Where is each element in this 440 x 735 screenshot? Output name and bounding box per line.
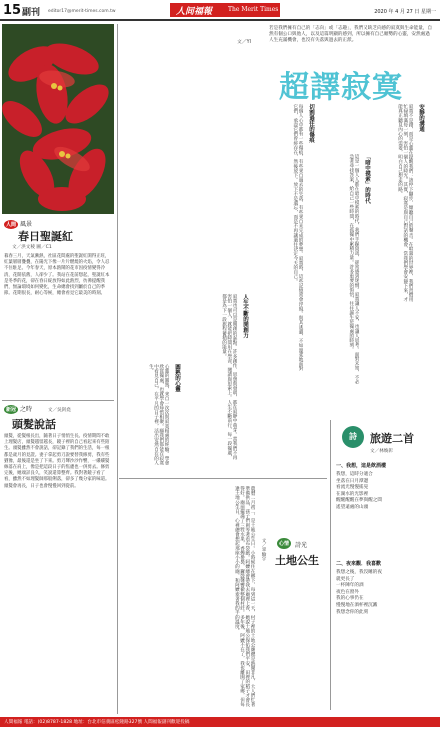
poem-part2-title: 二、夜來觀．我喜歡 xyxy=(336,561,382,567)
spring-title: 春日聖誕紅 xyxy=(18,230,73,243)
poem-line: 就更長了 xyxy=(336,576,355,582)
poem-line: 我想，這時分適合 xyxy=(336,472,373,477)
logo-cn: 人间福報 xyxy=(176,7,213,17)
masthead-rule xyxy=(0,19,440,21)
poem-line: 慢慢地在酒杯裡沉澱 xyxy=(336,602,378,608)
poem-line: 我的心事仍在 xyxy=(336,596,364,602)
shrine-top-rule xyxy=(119,478,327,479)
shrine-byline: 文／辜驗宇 xyxy=(261,538,266,561)
poem-part2 xyxy=(336,570,434,616)
paper-logo xyxy=(170,3,280,17)
poem-part1 xyxy=(336,472,434,512)
shrine-heading xyxy=(269,538,325,608)
poinsettia-photo xyxy=(2,24,114,214)
footer-bar xyxy=(0,717,440,727)
hair-tag-row xyxy=(4,404,71,414)
editor-email[interactable]: editor17@merit-times.com.tw xyxy=(48,9,116,14)
spring-story xyxy=(0,24,116,334)
poem-line: 遙望遠處的山頭 xyxy=(336,504,369,510)
sec1-body: 寂寞不是錯，而是心靈在提醒我們：該停下腳步，傾聽自己的聲音。在喧囂的世界裡，我們習慣用忙碌填滿每一刻，害怕一個人的時光。其實，寂寞是與自己對話的機會，當我們學會安靜下來，才能真正聽見內心的需要，明白自己想走的路。 xyxy=(397,104,413,302)
spring-byline: 文／洪文稜 圖／C1 xyxy=(12,245,52,250)
shrine-tag: 心情 xyxy=(277,538,291,549)
logo-en: The Merit Times xyxy=(228,6,279,13)
issue-date: 2020 年 4 月 27 日 星期一 xyxy=(374,9,436,15)
hair-tag-suffix: 之時 xyxy=(19,406,32,413)
hair-body: 頭髮，從髮根長出，隨著日子悄悄生長。疫情期間不敢上理髮店，頭髮越留越長，鏡子裡的自己看起來有些陌生。頭髮雖然不會說話，卻記錄了我們的生活，每一根都是歲月的見證。妻子拿起剪刀說要替我修剪，我有些猶豫，最後還是坐了下來。剪刀聲沙沙作響，一縷縷髮絲落在肩上，像是把這段日子的焦慮也一併剪去。修剪完後，她端詳良久，笑說還算整齊。我對著鏡子看了看，雖然不如理髮師那般俐落，卻多了幾分家的味道。頭髮會再長，日子也會慢慢回到從前。 xyxy=(4,434,110,489)
shrine-story xyxy=(119,478,327,712)
poem-line: 坐落在日月潭邊 xyxy=(336,478,369,484)
sec3-body: 每個人心中都有一些傷痕，有些來自過去的失落，有些來自未完成的夢想。寂寞時，這些記憶常會浮現。與其逃避，不如溫柔地面對它們，承認它們曾經存在，然後放下。放下不是遺忘，而是不再讓過往決定今天的自己。 xyxy=(292,104,303,371)
poem-section xyxy=(330,420,438,710)
sec3-title: 切割過往的傷痕 xyxy=(308,104,314,143)
shrine-tag-suffix: 詩光 xyxy=(295,542,308,549)
poem-line: 看流光慢慢搖晃 xyxy=(336,485,369,491)
sec2-title: 「暗中摸索」的時代 xyxy=(364,154,370,204)
hair-story xyxy=(0,400,116,710)
hair-byline: 文／吳釗堯 xyxy=(47,408,71,413)
poem-line: 我想念你的此刻 xyxy=(336,609,369,615)
masthead xyxy=(0,0,440,22)
hair-tag: 新冠 xyxy=(6,407,17,413)
sec5-title: 圓熟的心靈 xyxy=(174,364,180,392)
poem-line: 醒醒醒醒在夢與醒之間 xyxy=(336,498,382,504)
feature-title: 超譯寂寞 xyxy=(279,70,403,105)
hair-title: 頭髮說話 xyxy=(12,418,56,431)
poem-left-rule xyxy=(330,420,331,710)
sec5-body: 心靈的圓熟，來自一次次與寂寞相處的經驗。學會欣賞獨處，也就學會珍惜相聚。願我們都能在寂寞中看見自己，在平凡的日子裡，活出安然自在的人生。 xyxy=(148,364,169,466)
sec4-title: 人生不斷的開創力 xyxy=(242,294,248,338)
page-number: 15 xyxy=(3,3,22,18)
poem-byline: 文／林煥彰 xyxy=(370,449,393,454)
poinsettia-illustration xyxy=(2,24,114,214)
section-label: 副刊 xyxy=(22,8,41,18)
poem-line: 我想之後，我沒睡的夜 xyxy=(336,570,382,575)
poem-tag-badge xyxy=(342,426,364,448)
poem-line: 夜色在窗外 xyxy=(336,589,359,595)
shrine-body: 農曆二月初二，是土地公生日。小時候住在鄉下，每到這一天，村子裡的土地公廟總是熱鬧非凡，大人們忙著準備供品，孩子們則等著看布袋戲。阿嬤總會帶我去廟裡上香，她說土地公保佑我們平安，田裡的稻子才會長得好。廟前擺滿了三牲水果，香煙裊裊，鑼鼓聲響徹整個村莊。多年後，阿嬤不在了，我也離開了家鄉，但每逢土地公生日，心裡總會想起那座小小的廟，和阿嬤牽著我的手的溫度。 xyxy=(234,486,255,707)
feature-intro: 若是我們擁有自己的「志向」或「志趣」，我們又缺乏向感的寂寞與生命能量，自然有個公口與他人，以及這篇明顯的感到，所以擁有自己順勢的心靈，安然處過人生充滿機會，也沒有失落與過去的正派。 xyxy=(269,26,433,43)
sec4-body: 寂寞也可以是開創的起點。許多創作、思想與發明，都在寂靜中萌芽。當我們不再害怕一個人，就能把時間用在學習、閱讀與思索上。人生不斷前行，每一段獨處，都是為下一段旅程蓄積的能量。 xyxy=(221,294,237,460)
shrine-title: 土地公生 xyxy=(275,554,319,567)
feature-byline: 文／YI xyxy=(237,40,251,45)
poem-line: 在湖水的光影裡 xyxy=(336,491,369,497)
sec2-body: 這是一個人人都在暗中摸索的時代，我們手握資訊，卻常感到迷惘。寂寞讓人不安，也讓人思考。面對未知，不必急著尋找答案，給自己一些時間，在孤獨中累積力量。許多重要的領悟，往往誕生於獨處的時刻。 xyxy=(348,154,359,384)
poem-title: 旅遊二首 xyxy=(370,432,414,445)
feature-article xyxy=(119,24,439,474)
footer-text: 人間福報 電話：(02)8787-1828 地址：台北市信義區松隆路327號 人間福報副刊歡迎投稿 xyxy=(4,720,190,725)
poem-tag: 詩 xyxy=(349,432,357,441)
sec1-title: 安靜的溝通 xyxy=(418,104,424,132)
hair-top-rule xyxy=(2,400,114,401)
spring-body: 暮春三月，天氣漸熱，社區花間處的聖誕紅開得正旺，紅葉層層疊疊，在陽光下像一片片燃燒的火焰，令人忍不住駐足。今年春天，原本熱鬧的花市因疫情變得冷清，花開依舊，人卻少了。我站在花前想起，聖誕紅本是冬季的花，卻在春日綻放得如此熱烈，彷彿提醒我們，無論環境如何變化，生命總會找到屬於自己的季節。花期很長，耐心等候，總會看見它最美的時刻。 xyxy=(4,254,110,297)
spring-tag-suffix: 風景 xyxy=(19,221,32,228)
poem-part1-title: 一、我想，這是飲酒樓 xyxy=(336,463,387,469)
poem-line: 一杯陳年的酒 xyxy=(336,583,364,589)
left-divider xyxy=(117,24,118,714)
spring-tag: 人間 xyxy=(6,222,17,228)
